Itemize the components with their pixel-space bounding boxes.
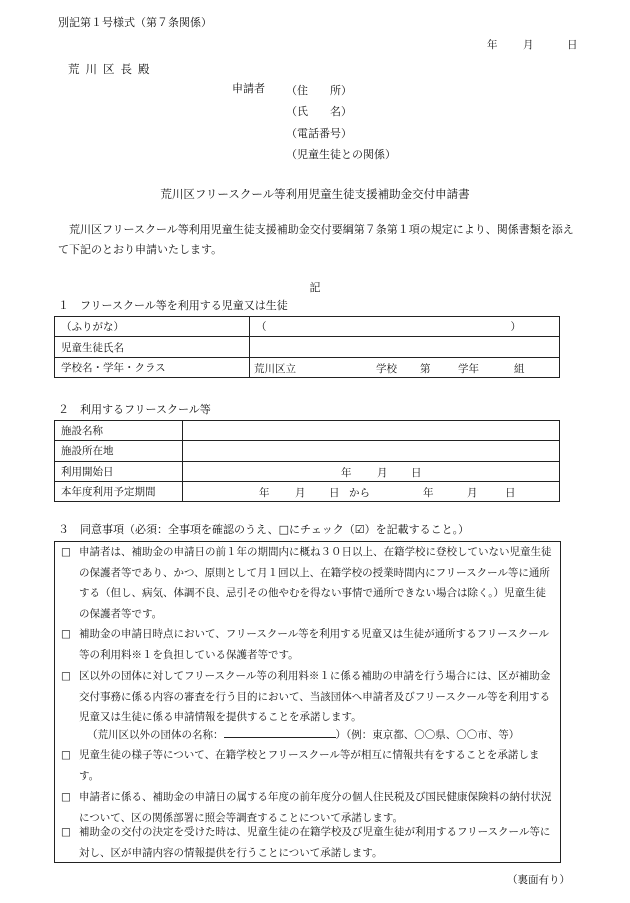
school-input[interactable] [250, 357, 560, 377]
consent-text: 申請者は、補助金の申請日の前１年の期間内に概ね３０日以上、在籍学校に登校していない児童生徒の保護者等であり、かつ、原則として月１回以上、在籍学校の授業時間内にフリースクール等に通所する（但し、病気、体調不良、忌引その他やむを得ない事情で通所できない場合は除く。）児童生徒の保護者等です。 [79, 546, 552, 620]
org-example: （例：東京都、〇〇県、〇〇市、等） [346, 729, 520, 741]
period-to-day: 日 [505, 486, 516, 499]
consent-text: 申請者に係る、補助金の申請日の属する年度の前年度分の個人住民税及び国民健康保険料の納付状況について、区の関係部署に照会等調査することについて承諾します。 [79, 791, 552, 824]
facility-address-input[interactable] [183, 441, 560, 461]
ki-marker: 記 [309, 281, 321, 294]
period-label: 本年度利用予定期間 [55, 481, 183, 501]
start-month-label: 月 [377, 466, 388, 479]
org-label: （荒川区以外の団体の名称： [87, 729, 224, 741]
section1-heading: １ フリースクール等を利用する児童又は生徒 [58, 299, 288, 312]
start-year-label: 年 [341, 466, 352, 479]
table-row [55, 317, 560, 337]
facility-table [54, 420, 560, 502]
applicant-label: 申請者 [232, 82, 265, 95]
table-row [55, 357, 560, 377]
school-prefix: 荒川区立 [254, 362, 296, 375]
phone-label: （電話番号） [286, 126, 352, 140]
name-label: （氏 名） [286, 105, 352, 119]
period-from-year: 年 [259, 486, 270, 499]
furigana-open: （ [256, 321, 267, 334]
start-date-label: 利用開始日 [55, 461, 183, 481]
facility-name-label: 施設名称 [55, 421, 183, 441]
table-row [55, 337, 560, 357]
student-name-input[interactable] [250, 337, 560, 357]
start-date-input[interactable] [183, 461, 560, 481]
consent-text: 区以外の団体に対してフリースクール等の利用料※１に係る補助の申請を行う場合には、区が補助金交付事務に係る内容の審査を行う目的において、当該団体へ申請者及びフリースクール等を利用する児童又は生徒に係る申請情報を提供することを承諾します。 [79, 670, 551, 724]
address-label: （住 所） [286, 84, 352, 97]
applicant-fields [286, 80, 396, 165]
org-name-input[interactable] [224, 726, 336, 738]
furigana-close: ） [510, 321, 521, 334]
furigana-label: （ふりがな） [55, 317, 250, 337]
facility-address-label: 施設所在地 [55, 441, 183, 461]
section2-heading: ２ 利用するフリースクール等 [58, 403, 211, 416]
school-label: 学校名・学年・クラス [55, 357, 250, 377]
section3-heading: ３ 同意事項（必須：全事項を確認のうえ、□にチェック（☑）を記載すること。） [58, 523, 470, 536]
facility-name-input[interactable] [183, 421, 560, 441]
date-month-label: 月 [523, 39, 534, 51]
addressee: 荒川区長殿 [68, 62, 156, 76]
table-row [55, 421, 560, 441]
table-row [55, 461, 560, 481]
period-to-month: 月 [467, 486, 478, 499]
consent-text: 補助金の交付の決定を受けた時は、児童生徒の在籍学校及び児童生徒が利用するフリースクール等に対し、区が申請内容の情報提供を行うことについて承諾します。 [79, 826, 551, 859]
school-word: 学校 [376, 362, 397, 375]
relation-label: （児童生徒との関係） [286, 147, 396, 161]
period-input[interactable] [183, 481, 560, 501]
intro-paragraph: 荒川区フリースクール等利用児童生徒支援補助金交付要綱第７条第１項の規定により、関係書類を添えて下記のとおり申請いたします。 [58, 223, 574, 256]
consent-text: 補助金の申請日時点において、フリースクール等を利用する児童又は生徒が通所するフリースクール等の利用料※１を負担している保護者等です。 [79, 628, 549, 661]
date-year-label: 年 [487, 39, 498, 51]
period-kara: から [349, 486, 370, 499]
consent-checkbox[interactable]: □ [61, 628, 71, 640]
consent-box [54, 541, 561, 863]
period-from-day: 日 [329, 486, 340, 499]
org-close: ） [335, 729, 346, 741]
consent-checkbox[interactable]: □ [61, 749, 71, 761]
consent-checkbox[interactable]: □ [61, 546, 71, 558]
furigana-input[interactable] [250, 317, 560, 337]
period-from-month: 月 [295, 486, 306, 499]
consent-checkbox[interactable]: □ [61, 791, 71, 803]
date-day-label: 日 [567, 39, 578, 51]
start-day-label: 日 [411, 466, 422, 479]
consent-checkbox[interactable]: □ [61, 670, 71, 682]
grade-label: 学年 [458, 362, 479, 375]
consent-checkbox[interactable]: □ [61, 826, 71, 838]
kumi-label: 組 [514, 362, 525, 375]
back-page-note: （裏面有り） [507, 874, 570, 886]
dai-label: 第 [420, 362, 431, 375]
table-row [55, 481, 560, 501]
table-row [55, 441, 560, 461]
other-org-line [87, 725, 519, 745]
period-to-year: 年 [423, 486, 434, 499]
student-table [54, 316, 560, 378]
student-name-label: 児童生徒氏名 [55, 337, 250, 357]
consent-text: 児童生徒の様子等について、在籍学校とフリースクール等が相互に情報共有をすることを承諾します。 [79, 749, 540, 782]
document-title: 荒川区フリースクール等利用児童生徒支援補助金交付申請書 [160, 187, 470, 201]
form-number: 別記第１号様式（第７条関係） [58, 16, 212, 29]
